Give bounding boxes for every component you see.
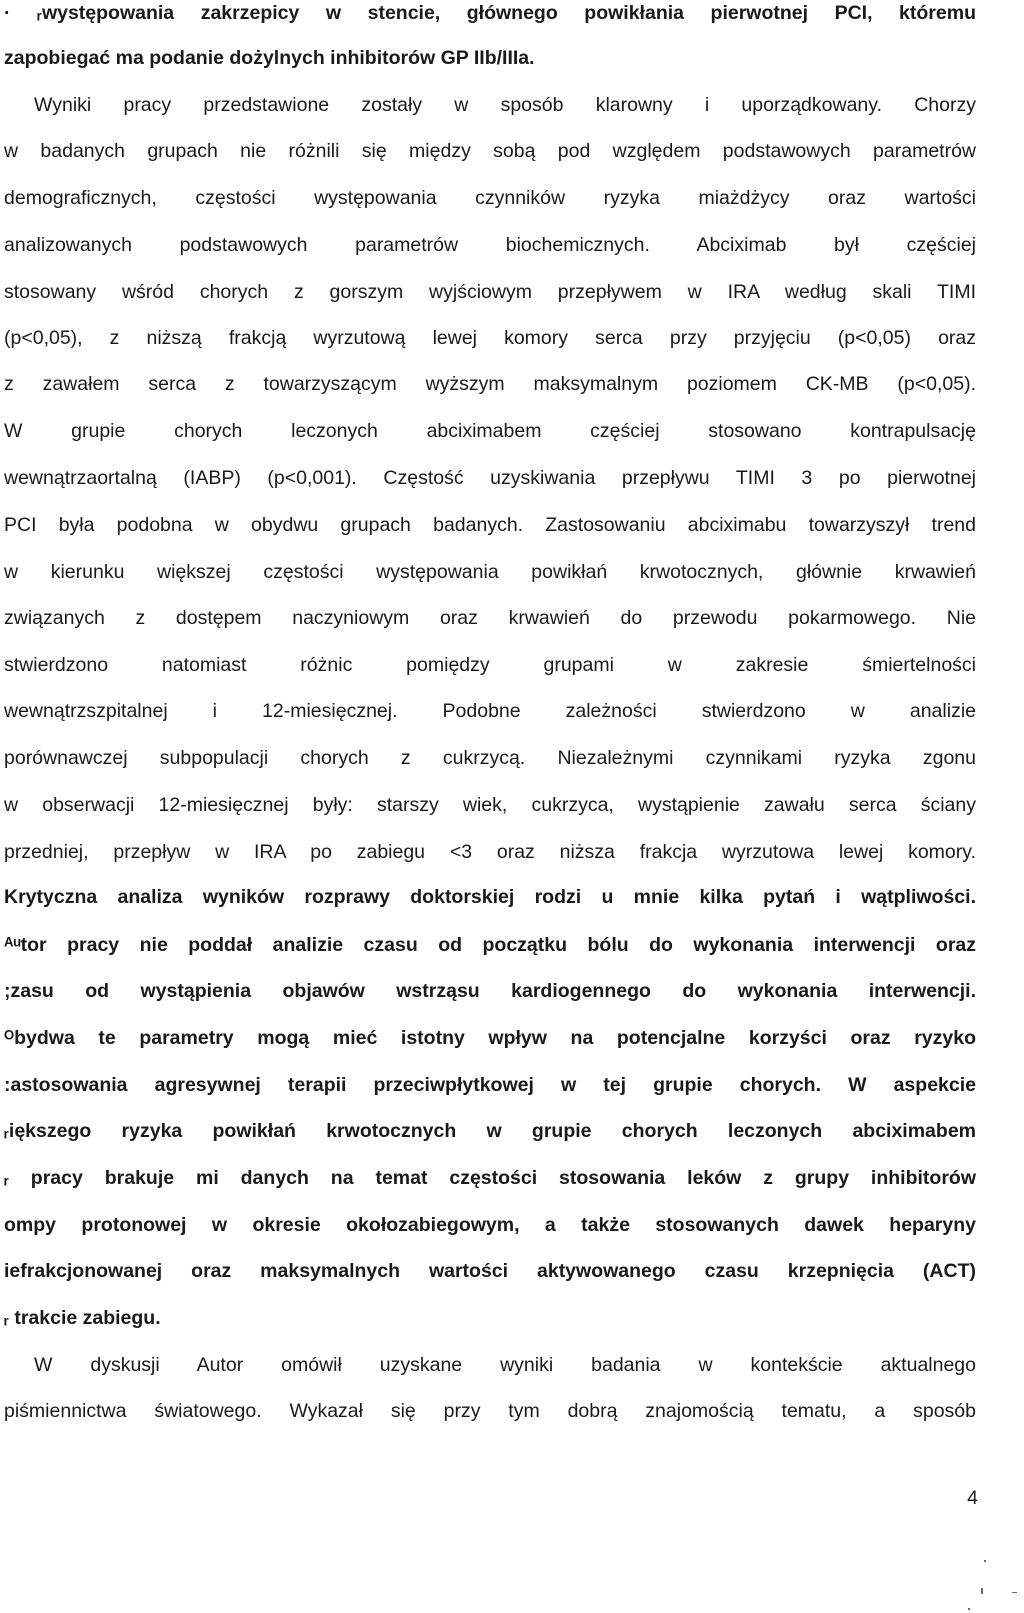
page-number: 4 [967,1487,978,1509]
text-line: ᵣ pracy brakuje mi danych na temat częstości stosowania leków z grupy inhibitorów [4,1167,976,1189]
text-line: ompy protonowej w okresie okołozabiegowym, a także stosowanych dawek heparyny [4,1214,976,1236]
text-line: piśmiennictwa światowego. Wykazał się przy tym dobrą znajomością tematu, a sposób [4,1400,976,1422]
text-line: stosowany wśród chorych z gorszym wyjściowym przepływem w IRA według skali TIMI [4,281,976,303]
text-line: porównawczej subpopulacji chorych z cukrzycą. Niezależnymi czynnikami ryzyka zgonu [4,747,976,769]
text-line: ᵣiększego ryzyka powikłań krwotocznych w grupie chorych leczonych abciximabem [4,1120,976,1142]
text-line: ᴬᵘtor pracy nie poddał analizie czasu od początku bólu do wykonania interwencji oraz [4,934,976,956]
text-line: ᵣ trakcie zabiegu. [4,1307,161,1329]
text-line: Wyniki pracy przedstawione zostały w sposób klarowny i uporządkowany. Chorzy [34,94,976,116]
text-line: (p<0,05), z niższą frakcją wyrzutową lewej komory serca przy przyjęciu (p<0,05) oraz [4,327,976,349]
scan-speck [984,1560,986,1562]
text-line: W dyskusji Autor omówił uzyskane wyniki badania w kontekście aktualnego [34,1354,976,1376]
text-line: zapobiegać ma podanie dożylnych inhibitorów GP IIb/IIIa. [4,47,535,69]
text-line: wewnątrzaortalną (IABP) (p<0,001). Częstość uzyskiwania przepływu TIMI 3 po pierwotnej [4,467,976,489]
text-line: wewnątrzszpitalnej i 12-miesięcznej. Podobne zależności stwierdzono w analizie [4,700,976,722]
text-line: :astosowania agresywnej terapii przeciwpłytkowej w tej grupie chorych. W aspekcie [4,1074,976,1096]
scan-speck [1012,1592,1017,1593]
text-line: demograficznych, częstości występowania czynników ryzyka miażdżycy oraz wartości [4,187,976,209]
text-line: przedniej, przepływ w IRA po zabiegu <3 oraz niższa frakcja wyrzutowa lewej komory. [4,841,976,863]
text-line: w kierunku większej częstości występowania powikłań krwotocznych, głównie krwawień [4,561,976,583]
scan-speck [968,1608,970,1610]
text-line: ;zasu od wystąpienia objawów wstrząsu kardiogennego do wykonania interwencji. [4,980,976,1002]
text-line: w obserwacji 12-miesięcznej były: starszy wiek, cukrzyca, wystąpienie zawału serca ściany [4,794,976,816]
text-line: W grupie chorych leczonych abciximabem częściej stosowano kontrapulsację [4,420,976,442]
text-line: PCI była podobna w obydwu grupach badanych. Zastosowaniu abciximabu towarzyszył trend [4,514,976,536]
text-line: ᴼbydwa te parametry mogą mieć istotny wpływ na potencjalne korzyści oraz ryzyko [4,1027,976,1049]
text-line: w badanych grupach nie różnili się między sobą pod względem podstawowych parametrów [4,140,976,162]
text-line: analizowanych podstawowych parametrów biochemicznych. Abciximab był częściej [4,234,976,256]
text-line: związanych z dostępem naczyniowym oraz krwawień do przewodu pokarmowego. Nie [4,607,976,629]
text-line: stwierdzono natomiast różnic pomiędzy grupami w zakresie śmiertelności [4,654,976,676]
scan-speck [981,1588,983,1594]
text-line: · ᵣwystępowania zakrzepicy w stencie, głównego powikłania pierwotnej PCI, któremu [4,2,976,24]
text-line: z zawałem serca z towarzyszącym wyższym maksymalnym poziomem CK-MB (p<0,05). [4,373,976,395]
text-line: iefrakcjonowanej oraz maksymalnych wartości aktywowanego czasu krzepnięcia (ACT) [4,1260,976,1282]
text-line: Krytyczna analiza wyników rozprawy doktorskiej rodzi u mnie kilka pytań i wątpliwości. [4,886,976,908]
